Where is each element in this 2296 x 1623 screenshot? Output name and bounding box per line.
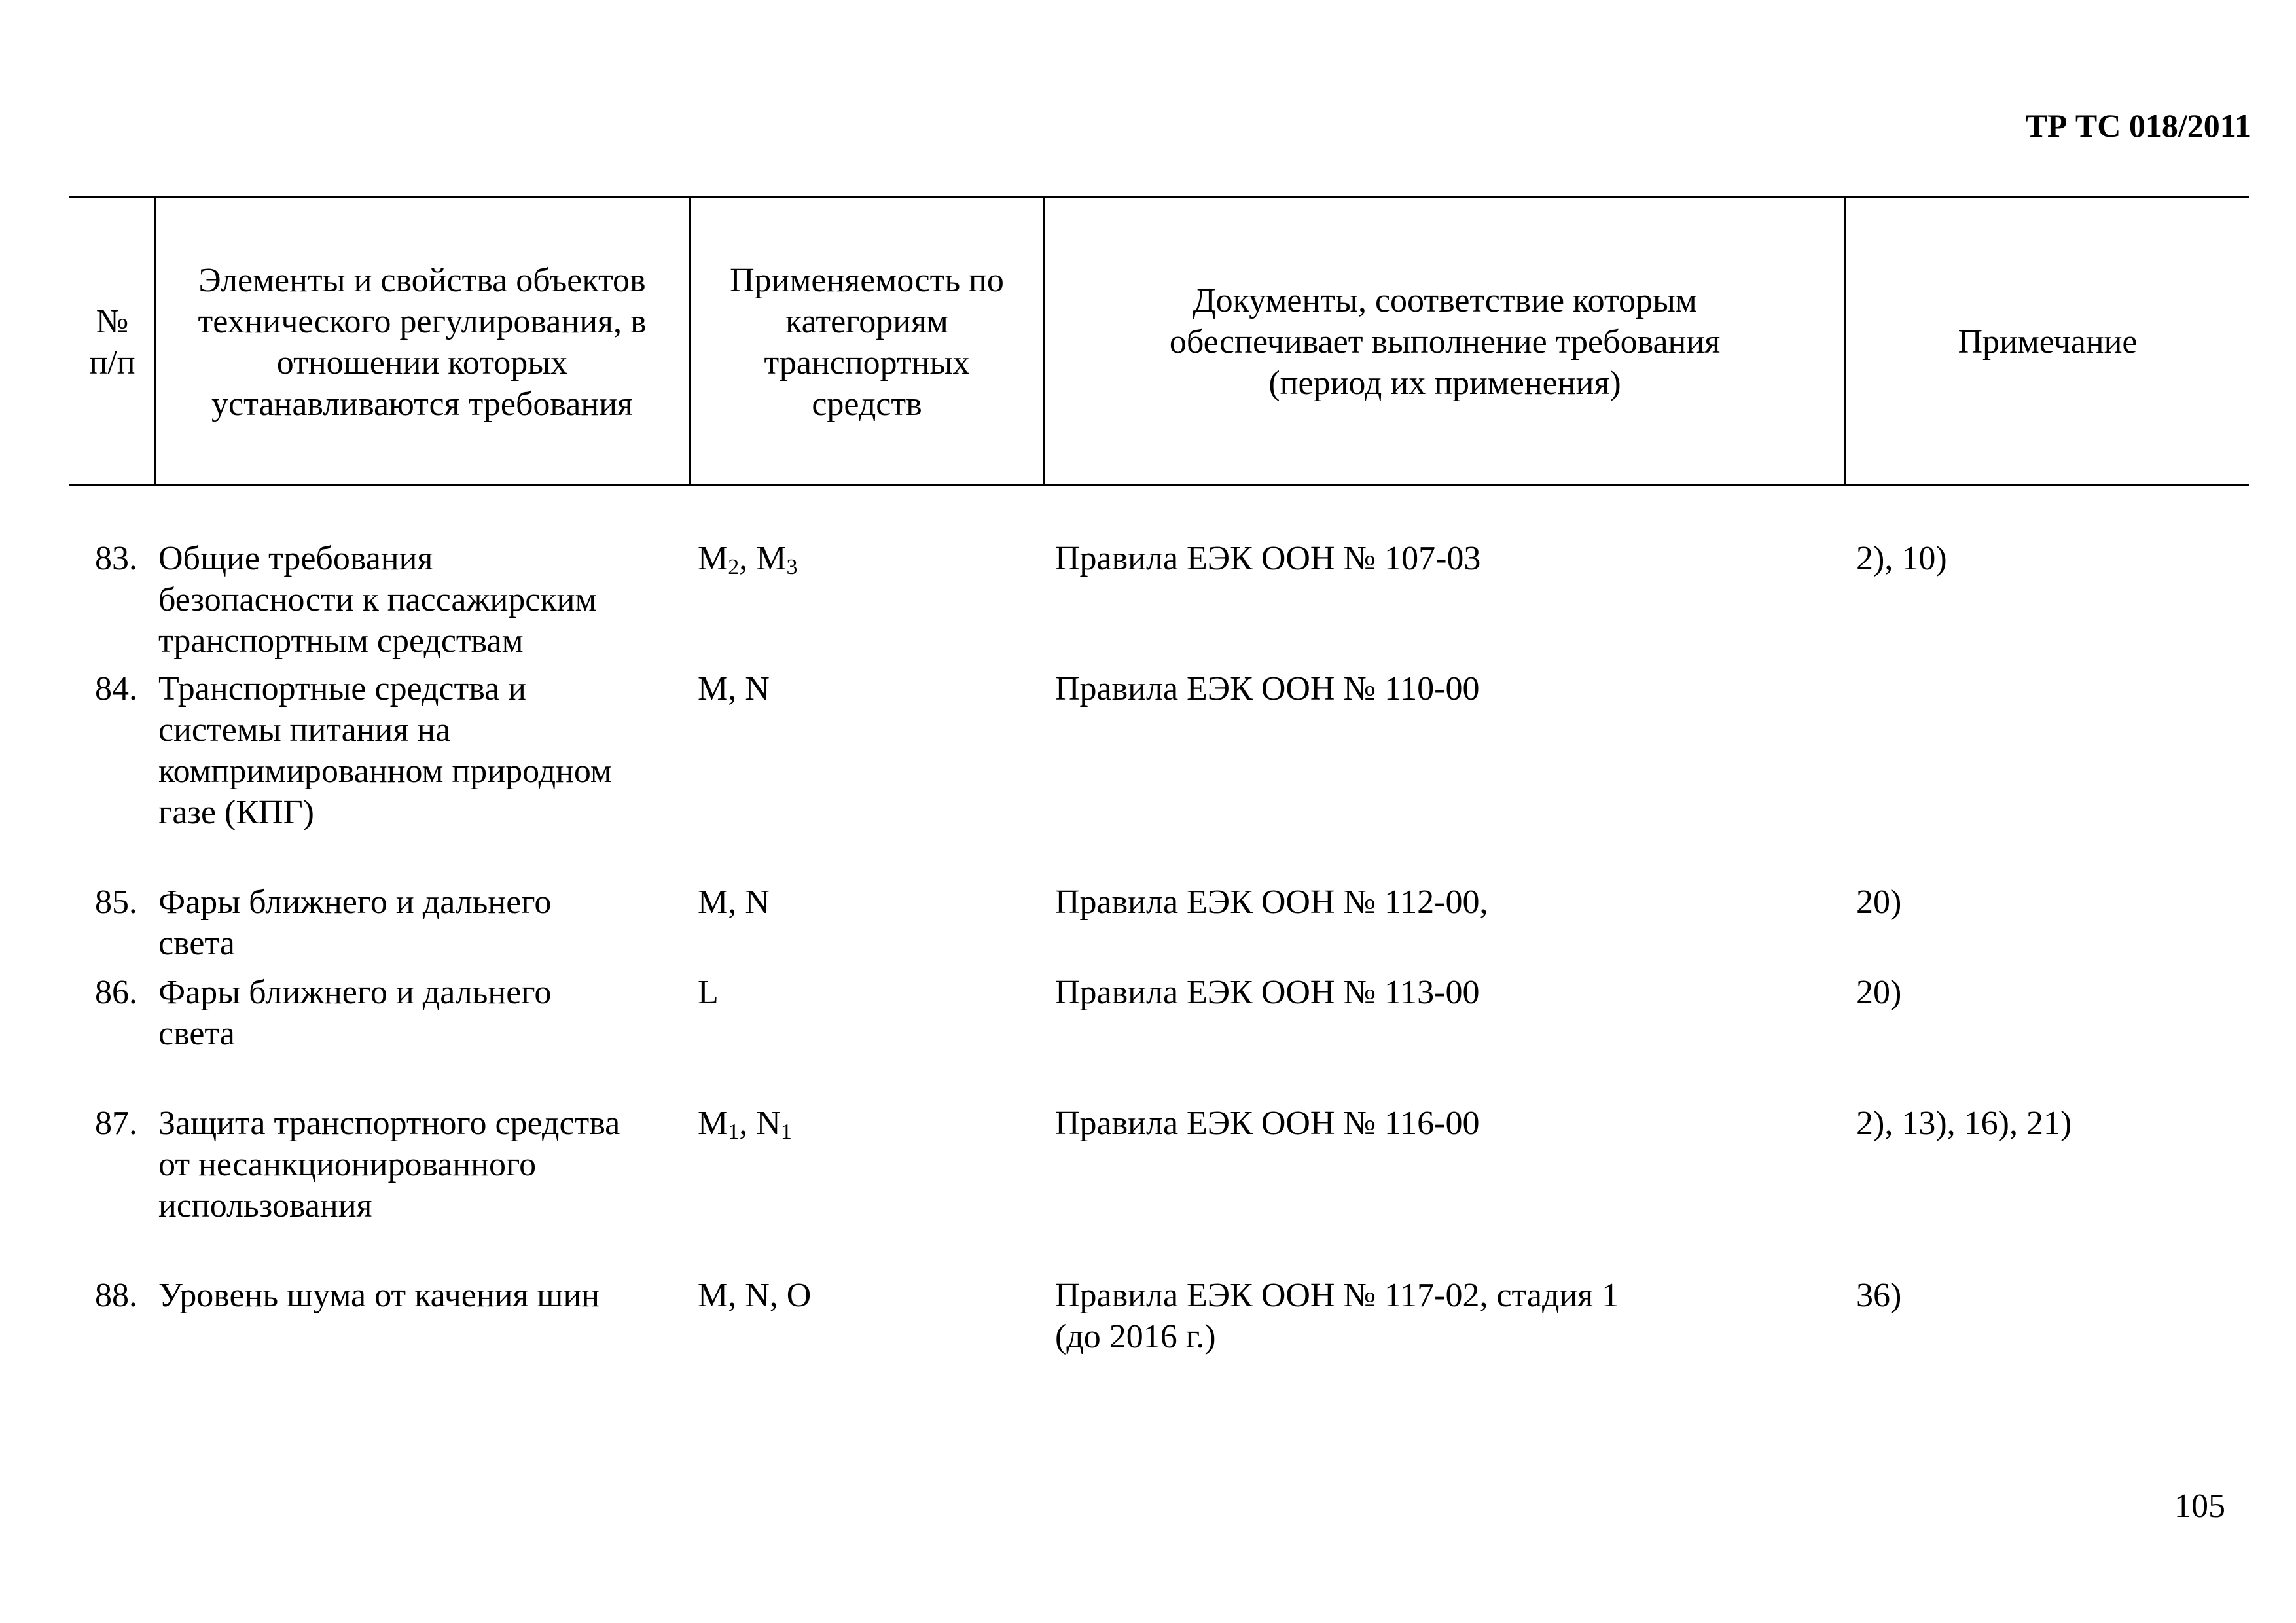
row-category: M, N xyxy=(698,670,770,707)
row-document: Правила ЕЭК ООН № 112-00, xyxy=(1055,883,1488,921)
column-header-documents: Документы, соответствие которым обеспечивает выполнение требования (период их применения) xyxy=(1169,282,1721,402)
row-number: 85. xyxy=(95,883,137,921)
table-top-rule xyxy=(69,196,2249,198)
row-document: Правила ЕЭК ООН № 110-00 xyxy=(1055,670,1480,707)
row-number: 86. xyxy=(95,974,137,1011)
row-note: 36) xyxy=(1856,1277,1902,1314)
row-document: Правила ЕЭК ООН № 116-00 xyxy=(1055,1105,1480,1142)
page-number: 105 xyxy=(2174,1488,2225,1525)
row-category: M, N xyxy=(698,883,770,921)
row-element: Общие требования безопасности к пассажирским транспортным средствам xyxy=(158,540,597,660)
row-category: $M_2$, $M_3$ xyxy=(698,540,798,579)
row-category: L xyxy=(698,974,719,1011)
document-code: ТР ТС 018/2011 xyxy=(2025,107,2251,144)
column-header-applicability: Применяемость по категориям транспортных средств xyxy=(730,261,1004,423)
row-document: Правила ЕЭК ООН № 107-03 xyxy=(1055,540,1481,577)
row-element: Защита транспортного средства от несанкционированного использования xyxy=(158,1105,620,1224)
row-element: Транспортные средства и системы питания на компримированном природном газе (КПГ) xyxy=(158,670,612,831)
row-note: 20) xyxy=(1856,974,1902,1011)
row-element: Фары ближнего и дальнего света xyxy=(158,883,552,962)
row-number: 88. xyxy=(95,1277,137,1314)
row-note: 20) xyxy=(1856,883,1902,921)
row-document: Правила ЕЭК ООН № 117-02, стадия 1 (до 2016 г.) xyxy=(1055,1277,1619,1355)
row-number: 83. xyxy=(95,540,137,577)
column-header-number: № п/п xyxy=(89,302,135,382)
row-category: M, N, O xyxy=(698,1277,812,1314)
row-note: 2), 13), 16), 21) xyxy=(1856,1105,2072,1142)
row-note: 2), 10) xyxy=(1856,540,1947,577)
row-element: Фары ближнего и дальнего света xyxy=(158,974,552,1052)
row-document: Правила ЕЭК ООН № 113-00 xyxy=(1055,974,1480,1011)
row-category: $M_1$, $N_1$ xyxy=(698,1105,792,1144)
column-header-elements: Элементы и свойства объектов технического регулирования, в отношении которых устанавливаются требования xyxy=(198,261,647,423)
row-element: Уровень шума от качения шин xyxy=(158,1277,600,1314)
row-number: 87. xyxy=(95,1105,137,1142)
row-number: 84. xyxy=(95,670,137,707)
column-header-note: Примечание xyxy=(1958,323,2138,361)
